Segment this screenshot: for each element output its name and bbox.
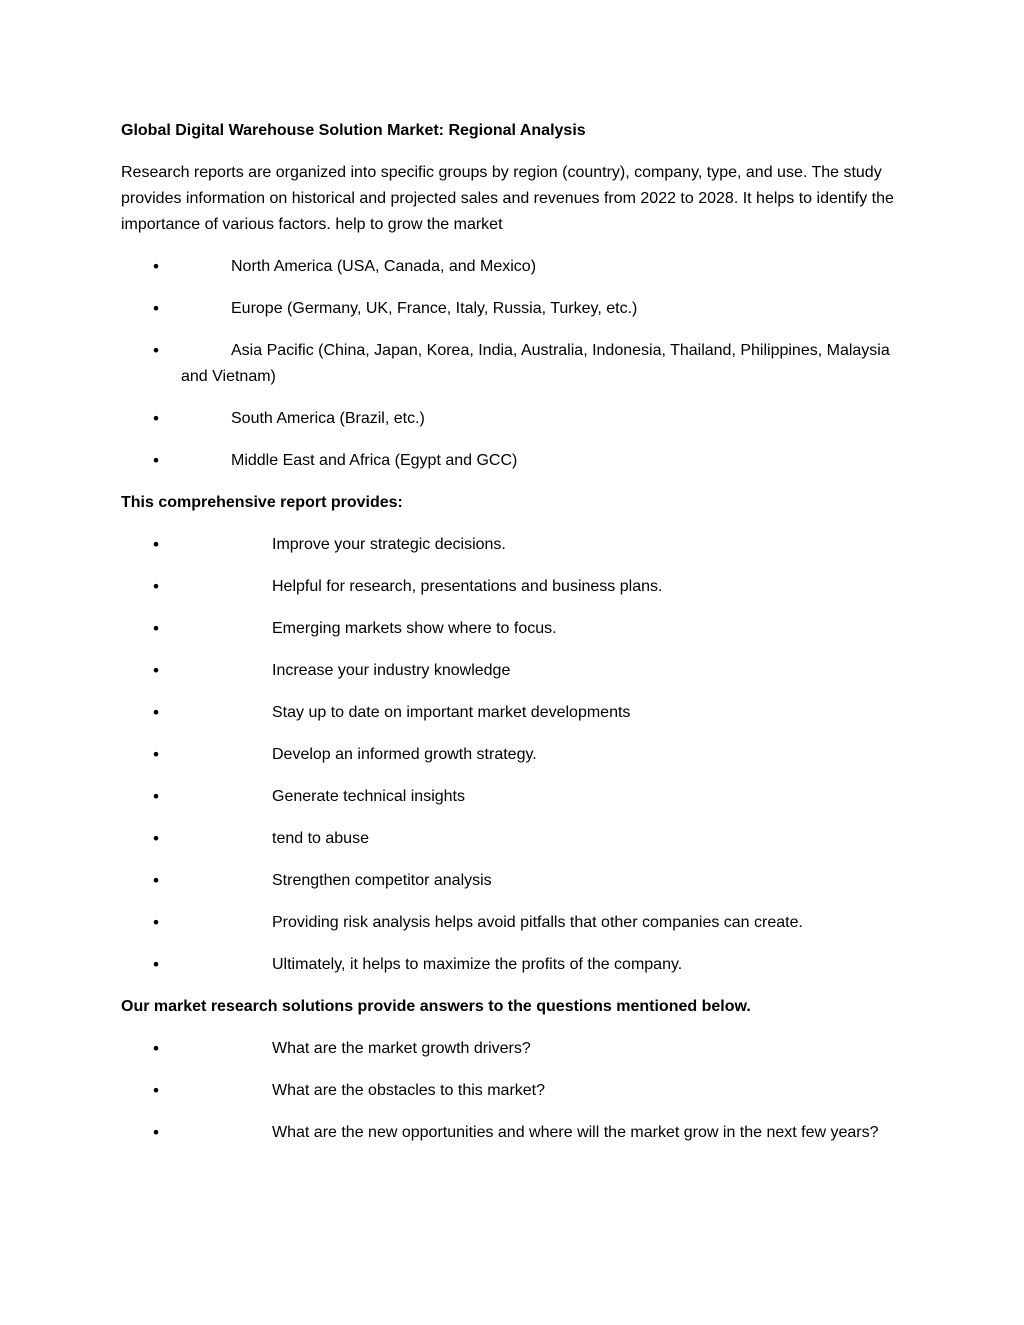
bullet-icon: • <box>151 577 161 596</box>
list-item-text: South America (Brazil, etc.) <box>231 410 425 427</box>
bullet-icon: • <box>151 1081 161 1100</box>
bullet-icon: • <box>151 661 161 680</box>
list-item-text: Ultimately, it helps to maximize the profits of the company. <box>272 956 683 973</box>
bullet-icon: • <box>151 829 161 848</box>
list-item-text: Europe (Germany, UK, France, Italy, Russia, Turkey, etc.) <box>231 300 638 317</box>
section-heading-regional-analysis: Global Digital Warehouse Solution Market: Regional Analysis <box>121 122 586 139</box>
bullet-icon: • <box>151 619 161 638</box>
list-item <box>121 532 911 558</box>
list-item-text: What are the new opportunities and where will the market grow in the next few years? <box>272 1124 879 1141</box>
list-item <box>121 296 911 322</box>
bullet-icon: • <box>151 535 161 554</box>
list-item-text: Helpful for research, presentations and business plans. <box>272 578 663 595</box>
list-item <box>121 952 911 978</box>
bullet-icon: • <box>151 955 161 974</box>
list-item-text: What are the market growth drivers? <box>272 1040 531 1057</box>
list-item <box>121 910 911 936</box>
section-heading-questions: Our market research solutions provide answers to the questions mentioned below. <box>121 998 751 1015</box>
list-item <box>121 406 911 432</box>
report-benefits-list <box>121 532 911 978</box>
list-item <box>121 338 911 390</box>
list-item-text: Strengthen competitor analysis <box>272 872 492 889</box>
bullet-icon: • <box>151 409 161 428</box>
bullet-icon: • <box>151 1039 161 1058</box>
list-item <box>121 784 911 810</box>
list-item-text: Increase your industry knowledge <box>272 662 511 679</box>
intro-paragraph: Research reports are organized into specific groups by region (country), company, type, and use. The study provides information on historical and projected sales and revenues from 2022 to 2028. It helps to identify the importance of various factors. help to grow the market <box>121 164 894 233</box>
list-item <box>121 574 911 600</box>
list-item-text: Improve your strategic decisions. <box>272 536 506 553</box>
bullet-icon: • <box>151 871 161 890</box>
list-item <box>121 700 911 726</box>
list-item-text: North America (USA, Canada, and Mexico) <box>231 258 537 275</box>
section-heading-report-provides: This comprehensive report provides: <box>121 494 403 511</box>
bullet-icon: • <box>151 299 161 318</box>
bullet-icon: • <box>151 703 161 722</box>
bullet-icon: • <box>151 913 161 932</box>
regions-list <box>121 254 911 474</box>
questions-list <box>121 1036 911 1146</box>
list-item-text: What are the obstacles to this market? <box>272 1082 546 1099</box>
list-item-text: Emerging markets show where to focus. <box>272 620 557 637</box>
list-item <box>121 868 911 894</box>
bullet-icon: • <box>151 1123 161 1142</box>
list-item <box>121 1036 911 1062</box>
list-item <box>121 1120 911 1146</box>
list-item <box>121 448 911 474</box>
list-item-text: Middle East and Africa (Egypt and GCC) <box>231 452 518 469</box>
bullet-icon: • <box>151 451 161 470</box>
document-body <box>121 118 911 1162</box>
bullet-icon: • <box>151 341 161 360</box>
list-item <box>121 1078 911 1104</box>
list-item-text: tend to abuse <box>272 830 369 847</box>
list-item <box>121 826 911 852</box>
list-item-text: Develop an informed growth strategy. <box>272 746 537 763</box>
bullet-icon: • <box>151 787 161 806</box>
list-item-text: Generate technical insights <box>272 788 465 805</box>
list-item-text: Providing risk analysis helps avoid pitfalls that other companies can create. <box>272 914 803 931</box>
bullet-icon: • <box>151 257 161 276</box>
bullet-icon: • <box>151 745 161 764</box>
list-item-text: Stay up to date on important market developments <box>272 704 631 721</box>
list-item <box>121 254 911 280</box>
list-item <box>121 742 911 768</box>
list-item-text: Asia Pacific (China, Japan, Korea, India, Australia, Indonesia, Thailand, Philippines, Malaysia and Vietnam) <box>181 342 890 385</box>
list-item <box>121 616 911 642</box>
list-item <box>121 658 911 684</box>
